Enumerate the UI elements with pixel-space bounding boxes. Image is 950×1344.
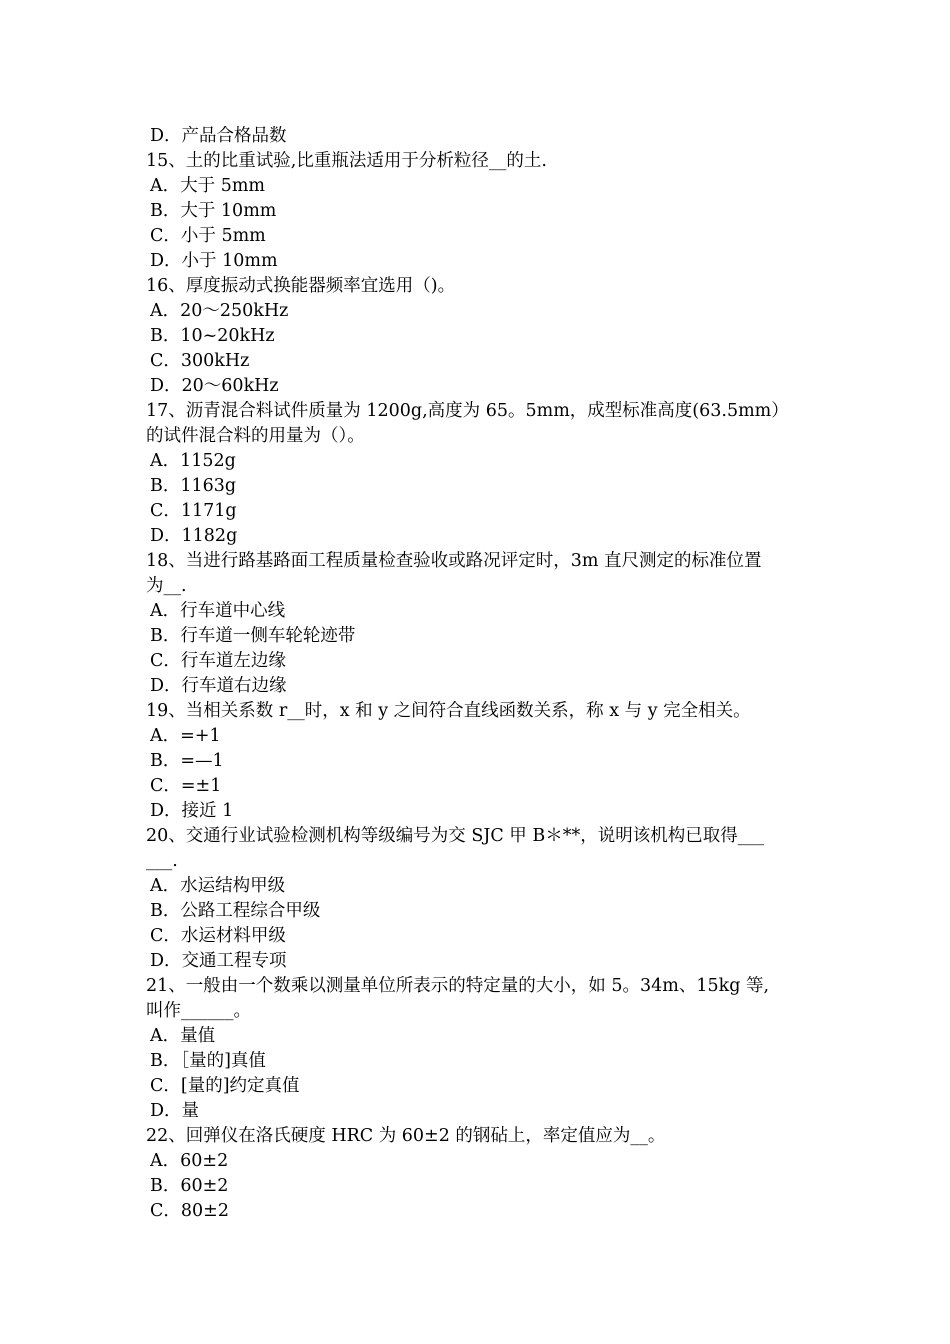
answer-option-line: C．水运材料甲级 [150, 926, 286, 946]
document-body [146, 124, 811, 1224]
question-text-line: 18、当进行路基路面工程质量检查验收或路况评定时，3m 直尺测定的标准位置 [146, 551, 762, 571]
answer-option-line: D．接近 1 [150, 801, 234, 821]
question-text-line: 21、一般由一个数乘以测量单位所表示的特定量的大小，如 5。34m、15kg 等, [146, 976, 770, 996]
answer-option-line: D．小于 10mm [150, 251, 278, 271]
answer-option-line: C．300kHz [150, 351, 250, 371]
answer-option-line: D．1182g [150, 526, 238, 546]
question-text-line: 16、厚度振动式换能器频率宜选用（)。 [146, 276, 456, 296]
question-text-line: 20、交通行业试验检测机构等级编号为交 SJC 甲 B＊**，说明该机构已取得___ [146, 826, 764, 846]
answer-option-line: A．量值 [150, 1026, 216, 1046]
answer-option-line: D．量 [150, 1101, 200, 1121]
answer-option-line: C．小于 5mm [150, 226, 266, 246]
answer-option-line: A．大于 5mm [150, 176, 266, 196]
question-text-line: 的试件混合料的用量为（）。 [146, 426, 365, 446]
answer-option-line: C．行车道左边缘 [150, 651, 286, 671]
question-text-line: 为__. [146, 576, 187, 596]
answer-option-line: A．水运结构甲级 [150, 876, 286, 896]
answer-option-line: B．行车道一侧车轮轮迹带 [150, 626, 356, 646]
answer-option-line: B．60±2 [150, 1176, 229, 1196]
question-text-line: 15、土的比重试验,比重瓶法适用于分析粒径__的土. [146, 151, 547, 171]
answer-option-line: A．=+1 [150, 726, 221, 746]
answer-option-line: C．[量的]约定真值 [150, 1076, 300, 1096]
answer-option-line: D．行车道右边缘 [150, 676, 287, 696]
answer-option-line: C．80±2 [150, 1201, 229, 1221]
answer-option-line: C．1171g [150, 501, 237, 521]
answer-option-line: A．行车道中心线 [150, 601, 286, 621]
answer-option-line: A．20～250kHz [150, 301, 289, 321]
question-text-line: 17、沥青混合料试件质量为 1200g,高度为 65。5mm，成型标准高度(63.5mm） [146, 401, 789, 421]
answer-option-line: C．=±1 [150, 776, 222, 796]
question-text-line: 19、当相关系数 r__时，x 和 y 之间符合直线函数关系，称 x 与 y 完全相关。 [146, 701, 751, 721]
answer-option-line: A．60±2 [150, 1151, 229, 1171]
answer-option-line: B．［量的]真值 [150, 1051, 266, 1071]
answer-option-line: B．10~20kHz [150, 326, 275, 346]
answer-option-line: B．大于 10mm [150, 201, 277, 221]
question-text-line: ___. [146, 851, 178, 871]
answer-option-line: B．=—1 [150, 751, 224, 771]
answer-option-line: B．公路工程综合甲级 [150, 901, 321, 921]
answer-option-line: B．1163g [150, 476, 237, 496]
answer-option-line: A．1152g [150, 451, 236, 471]
answer-option-line: D．交通工程专项 [150, 951, 287, 971]
question-text-line: 叫作______。 [146, 1001, 251, 1021]
question-text-line: 22、回弹仪在洛氏硬度 HRC 为 60±2 的钢砧上，率定值应为__。 [146, 1126, 666, 1146]
answer-option-line: D．产品合格品数 [150, 126, 287, 146]
answer-option-line: D．20～60kHz [150, 376, 279, 396]
